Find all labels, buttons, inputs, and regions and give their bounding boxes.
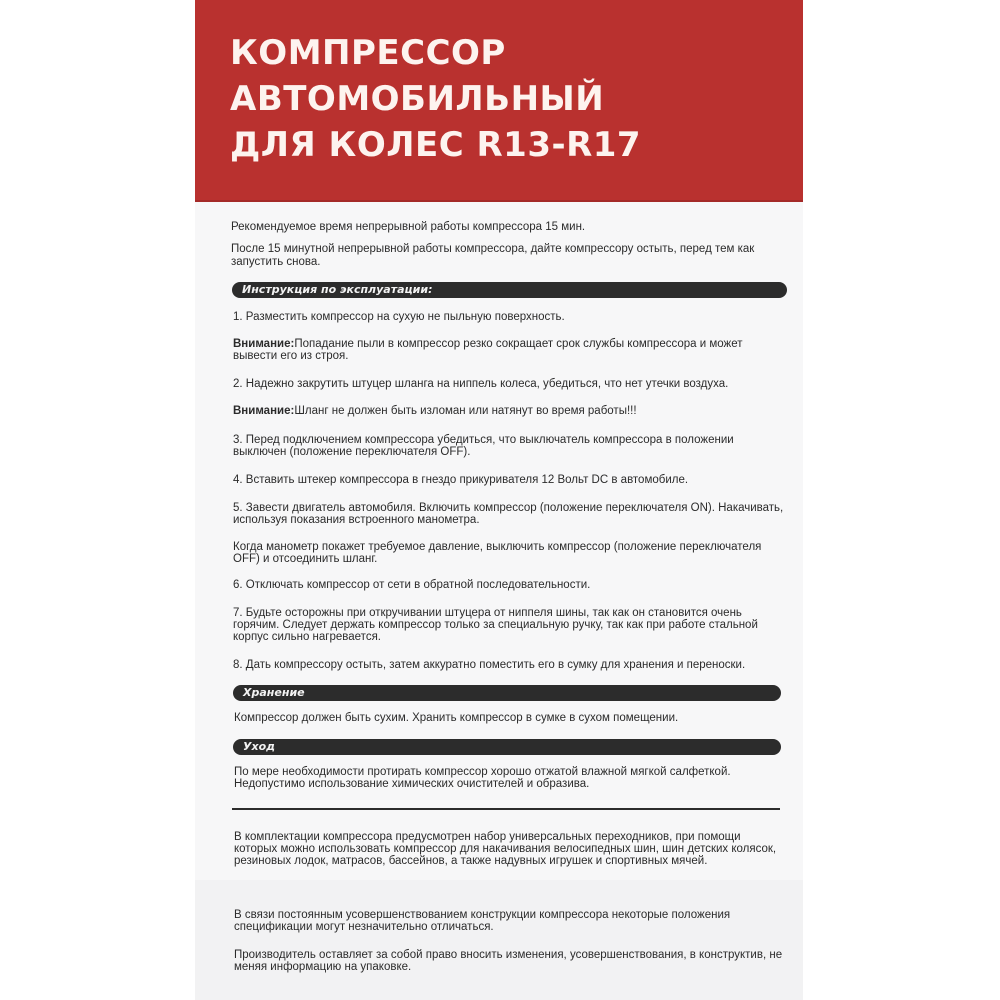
step-7-line-3: корпус сильно нагревается.: [233, 631, 381, 643]
kit-line-3: резиновых лодок, матрасов, бассейнов, а также надувных игрушек и спортивных мячей.: [234, 855, 708, 867]
notice-improve-line-2: спецификации могут незначительно отличаться.: [234, 921, 494, 933]
warning-2-label: Внимание:: [233, 405, 295, 417]
warning-2-text: Шланг не должен быть изломан или натянут во время работы!!!: [294, 405, 637, 417]
step-5-line-2: используя показания встроенного манометра.: [233, 514, 480, 526]
step-2: 2. Надежно закрутить штуцер шланга на ниппель колеса, убедиться, что нет утечки воздуха.: [233, 378, 729, 390]
intro-cooldown-line-2: запустить снова.: [231, 256, 321, 268]
storage-heading: Хранение: [233, 685, 781, 701]
title-line-3: ДЛЯ КОЛЕС R13-R17: [230, 125, 642, 165]
sheet-lower-fold: [195, 880, 803, 1000]
gauge-line-2: OFF) и отсоединить шланг.: [233, 553, 378, 565]
notice-rights-line-1: Производитель оставляет за собой право вносить изменения, усовершенствования, в конструктив, не: [234, 949, 783, 961]
title-line-1: КОМПРЕССОР: [230, 33, 506, 73]
step-6: 6. Отключать компрессор от сети в обратной последовательности.: [233, 579, 591, 591]
warning-1-line-2: вывести его из строя.: [233, 350, 349, 362]
care-text-line-1: По мере необходимости протирать компрессор хорошо отжатой влажной мягкой салфеткой.: [234, 766, 731, 778]
warning-1-label: Внимание:: [233, 338, 295, 350]
warning-1-text: Попадание пыли в компрессор резко сокращает срок службы компрессора и может: [294, 338, 743, 350]
step-7-line-2: горячим. Следует держать компрессор только за специальную ручку, так как при работе стальной: [233, 619, 758, 631]
gauge-line-1: Когда манометр покажет требуемое давление, выключить компрессор (положение переключателя: [233, 541, 762, 553]
step-4: 4. Вставить штекер компрессора в гнездо прикуривателя 12 Вольт DC в автомобиле.: [233, 474, 689, 486]
storage-text: Компрессор должен быть сухим. Хранить компрессор в сумке в сухом помещении.: [234, 712, 679, 724]
warning-2: [233, 405, 637, 418]
instructions-heading: Инструкция по эксплуатации:: [232, 282, 787, 298]
title-line-2: АВТОМОБИЛЬНЫЙ: [230, 79, 605, 119]
step-3-line-1: 3. Перед подключением компрессора убедиться, что выключатель компрессора в положении: [233, 434, 734, 446]
care-text-line-2: Недопустимо использование химических очистителей и образива.: [234, 778, 590, 790]
intro-cooldown-line-1: После 15 минутной непрерывной работы компрессора, дайте компрессору остыть, перед тем как: [231, 243, 755, 255]
step-3-line-2: выключен (положение переключателя OFF).: [233, 446, 471, 458]
step-7-line-1: 7. Будьте осторожны при откручивании штуцера от ниппеля шины, так как он становится очень: [233, 607, 742, 619]
care-heading: Уход: [233, 739, 781, 755]
notice-improve-line-1: В связи постоянным усовершенствованием конструкции компрессора некоторые положения: [234, 909, 731, 921]
step-8: 8. Дать компрессору остыть, затем аккуратно поместить его в сумку для хранения и переноски.: [233, 659, 746, 671]
step-5-line-1: 5. Завести двигатель автомобиля. Включить компрессор (положение переключателя ON). Накачивать,: [233, 502, 784, 514]
section-divider: [232, 808, 780, 810]
kit-line-2: которых можно использовать компрессор для накачивания велосипедных шин, шин детских колясок,: [234, 843, 777, 855]
step-1: 1. Разместить компрессор на сухую не пыльную поверхность.: [233, 311, 565, 323]
product-title: [230, 30, 790, 168]
kit-line-1: В комплектации компрессора предусмотрен набор универсальных переходников, при помощи: [234, 831, 741, 843]
intro-runtime: Рекомендуемое время непрерывной работы компрессора 15 мин.: [231, 221, 586, 233]
notice-rights-line-2: меняя информацию на упаковке.: [234, 961, 412, 973]
